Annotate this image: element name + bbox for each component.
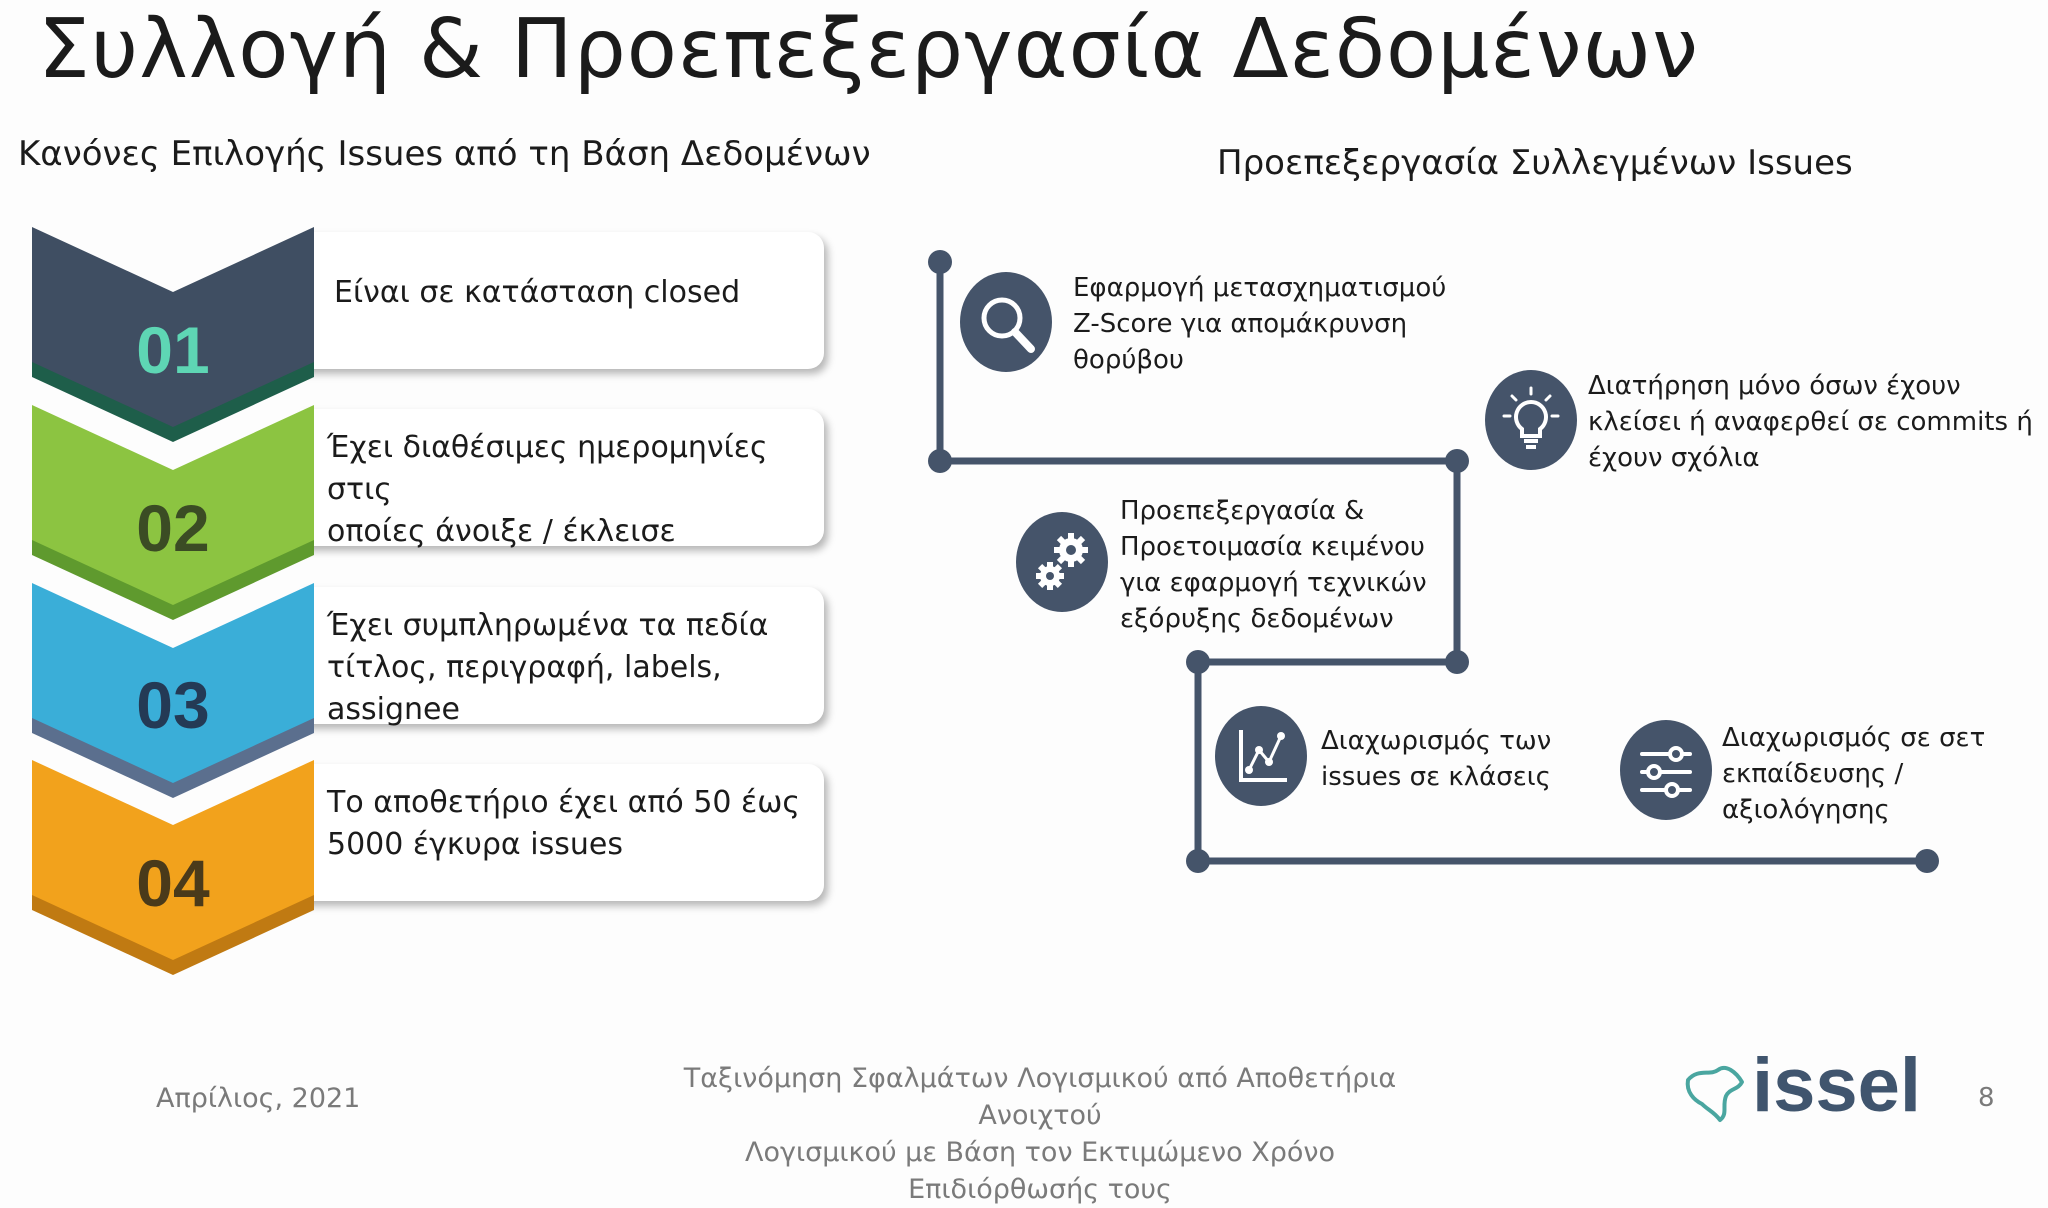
- rule-text-2: Έχει διαθέσιμες ημερομηνίες στις οποίες άνοιξε / έκλεισε: [327, 430, 768, 549]
- step-1-text: Εφαρμογή μετασχηματισμού Z-Score για απομάκρυνση θορύβου: [1073, 273, 1447, 375]
- rule-number-4: 04: [136, 846, 210, 920]
- rule-card-2: [300, 409, 824, 549]
- step-5-text: Διαχωρισμός σε σετ εκπαίδευσης / αξιολόγησης: [1722, 723, 1986, 825]
- footer-date: Απρίλιος, 2021: [156, 1083, 361, 1114]
- rule-number-1: 01: [136, 313, 210, 387]
- left-heading: Κανόνες Επιλογής Issues από τη Βάση Δεδομένων: [18, 134, 871, 174]
- path-node: [1186, 650, 1210, 674]
- rule-card-3: [300, 587, 824, 727]
- step-5-badge: [1620, 720, 1712, 820]
- rule-card-4: [300, 764, 824, 901]
- step-1-badge: [960, 272, 1052, 372]
- path-node: [1186, 849, 1210, 873]
- footer-caption-line-1: Ταξινόμηση Σφαλμάτων Λογισμικού από Αποθετήρια Ανοιχτού: [683, 1063, 1397, 1131]
- rule-card-1: [300, 232, 824, 369]
- footer-caption-line-2: Λογισμικού με Βάση τον Εκτιμώμενο Χρόνο Επιδιόρθωσής τους: [745, 1137, 1335, 1205]
- lightbulb-icon: [1485, 370, 1577, 470]
- step-4-text: Διαχωρισμός των issues σε κλάσεις: [1321, 726, 1552, 792]
- issel-logo: [1680, 1043, 1922, 1130]
- right-heading: Προεπεξεργασία Συλλεγμένων Issues: [1217, 143, 1853, 183]
- path-node: [1445, 650, 1469, 674]
- rule-number-3: 03: [136, 668, 210, 742]
- gears-icon: [1016, 512, 1108, 612]
- sliders-icon: [1620, 720, 1712, 820]
- step-3-badge: [1016, 512, 1108, 612]
- path-node: [1445, 449, 1469, 473]
- footer-caption: [680, 1060, 1400, 1208]
- path-node-end: [1915, 849, 1939, 873]
- step-3-text: Προεπεξεργασία & Προετοιμασία κειμένου για εφαρμογή τεχνικών εξόρυξης δεδομένων: [1120, 496, 1427, 634]
- path-node: [928, 449, 952, 473]
- path-node-start: [928, 250, 952, 274]
- step-2-badge: [1485, 370, 1577, 470]
- step-4-badge: [1215, 706, 1307, 806]
- step-2-text: Διατήρηση μόνο όσων έχουν κλείσει ή αναφερθεί σε commits ή έχουν σχόλια: [1588, 371, 2033, 473]
- logo-text: issel: [1752, 1043, 1922, 1128]
- rule-number-2: 02: [136, 491, 210, 565]
- rule-text-3: Έχει συμπληρωμένα τα πεδία τίτλος, περιγραφή, labels, assignee: [327, 608, 769, 727]
- rule-text-1: Είναι σε κατάσταση closed: [334, 275, 741, 310]
- rule-text-4: Το αποθετήριο έχει από 50 έως 5000 έγκυρα issues: [327, 785, 800, 862]
- greece-map-icon: [1680, 1056, 1750, 1126]
- page-number: 8: [1978, 1083, 1995, 1113]
- chart-icon: [1215, 706, 1307, 806]
- magnifier-icon: [960, 272, 1052, 372]
- slide-title: Συλλογή & Προεπεξεργασία Δεδομένων: [38, 2, 1699, 97]
